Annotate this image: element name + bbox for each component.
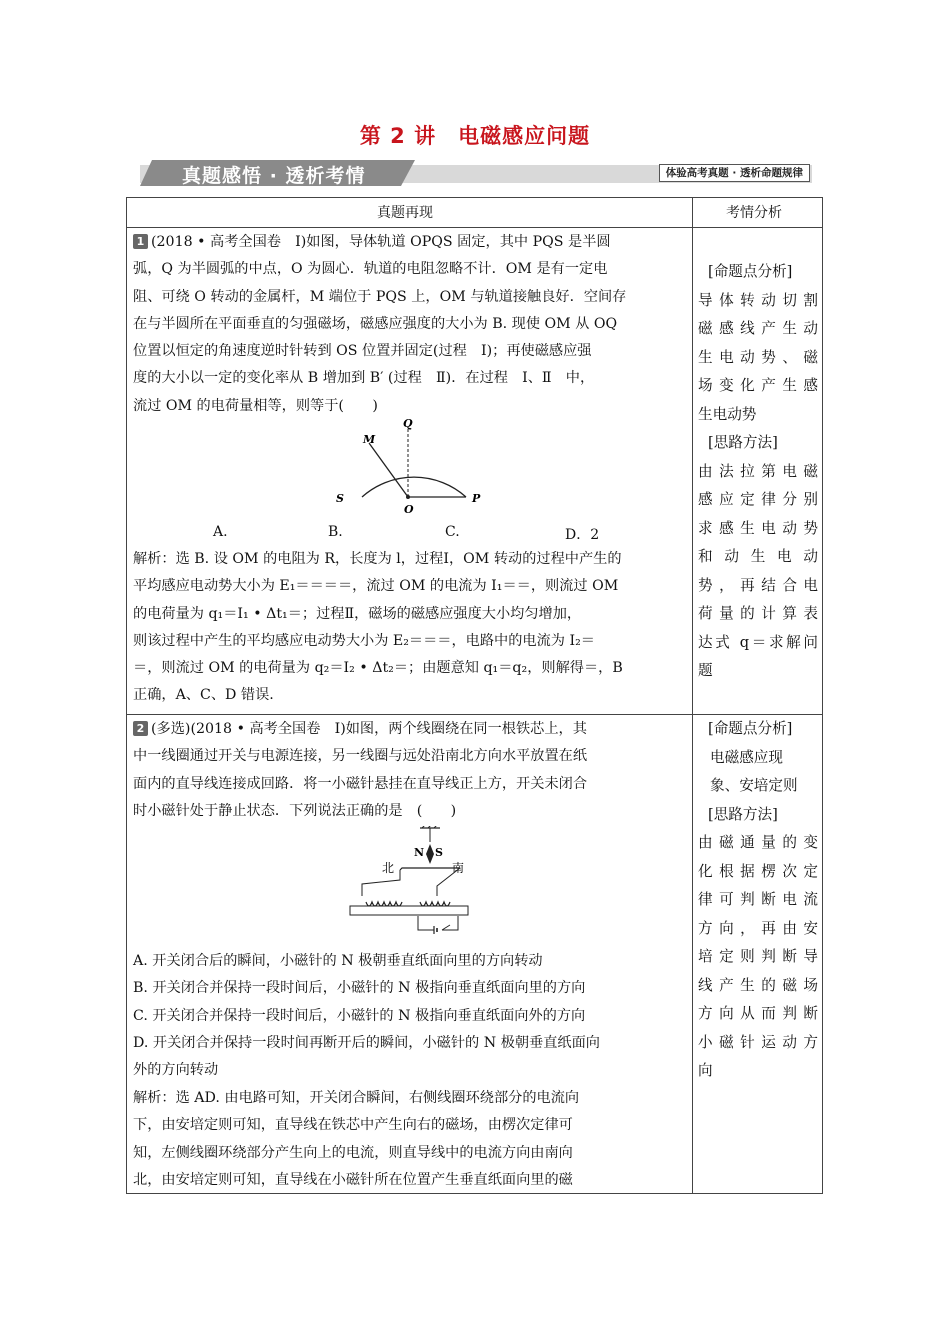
q1-stem [133,229,687,420]
section-banner [140,160,812,186]
q2-choice-d: D. 开关闭合并保持一段时间再断开后的瞬间，小磁针的 N 极朝垂直纸面向 [133,1034,600,1051]
q2-right-line: 化根据楞次定 [698,862,818,880]
q2-right-line: 线产生的磁场 [698,976,818,994]
q2-right-line: 电磁感应现 [710,748,783,766]
q1-right-line: 荷量的计算表 [698,605,818,622]
q2-right-line: 方向从而判断 [698,1005,818,1022]
column-divider [692,198,693,1193]
q1-line: 流过 OM 的电荷量相等，则等于( ) [133,397,378,414]
q1-tag-focus: [命题点分析] [708,263,793,280]
q2-right-line: 象、安培定则 [710,777,798,794]
q1-line: (2018 • 高考全国卷 Ⅰ)如图，导体轨道 OPQS 固定，其中 PQS 是半圆 [151,234,611,250]
q1-right-line: 导体转动切割 [698,291,818,309]
q2-line: 面内的直导线连接成回路．将一小磁针悬挂在直导线正上方，开关未闭合 [133,775,588,792]
q2-right-line: 小磁针运动方 [698,1033,818,1051]
q2-line: (多选)(2018 • 高考全国卷 Ⅰ)如图，两个线圈绕在同一根铁芯上，其 [151,721,587,737]
q2-right-line: 由磁通量的变 [698,834,818,851]
option-b: B. [328,524,343,540]
option-c: C. [445,524,460,540]
label-south: 南 [452,861,465,875]
q2-right-line: 方向，再由安 [698,919,818,937]
q2-right-line: 律可判断电流 [698,891,818,908]
q2-analysis-line: 北，由安培定则可知，直导线在小磁针所在位置产生垂直纸面向里的磁 [133,1171,573,1188]
q2-choice-c: C. 开关闭合并保持一段时间后，小磁针的 N 极指向垂直纸面向外的方向 [133,1007,586,1024]
q2-right-line: 向 [698,1062,713,1079]
q1-line: 度的大小以一定的变化率从 B 增加到 B′ (过程 Ⅱ)．在过程 Ⅰ、Ⅱ 中， [133,370,595,387]
label-o: O [404,503,414,516]
switch [442,925,450,930]
label-s-pole: S [435,846,443,859]
q2-tag-method: [思路方法] [708,805,778,823]
semicircle-track-figure [332,419,492,519]
q2-line: 中一线圈通过开关与电源连接，另一线圈与远处沿南北方向水平放置在纸 [133,748,588,765]
compass-needle [426,844,434,864]
q1-right-line: 求感生电动势 [698,519,818,537]
rod-om [369,443,408,497]
straight-wire [400,868,460,870]
option-d: D．2 [565,527,600,543]
q2-tag-focus: [命题点分析] [708,720,793,737]
col1-header: 真题再现 [377,205,433,221]
q1-right-line: 生电动势 [698,405,757,423]
q1-line: 在与半圆所在平面垂直的匀强磁场，磁感应强度的大小为 B. 现使 OM 从 OQ [133,315,618,332]
q2-choice-d-cont: 外的方向转动 [133,1062,219,1079]
col2-header: 考情分析 [726,205,782,221]
label-s: S [336,492,344,505]
q2-analysis-column [698,715,818,1086]
left-coil [366,902,402,906]
q1-right-line: 题 [698,662,713,679]
q1-number-badge: 1 [133,234,148,249]
center-point [406,495,410,499]
header-divider [127,227,822,228]
q2-choice-a: A. 开关闭合后的瞬间，小磁针的 N 极朝垂直纸面向里的方向转动 [133,953,543,969]
label-m: M [363,433,376,446]
q1-analysis-column [698,258,818,686]
connecting-wires [362,868,460,896]
q1-analysis-line: ＝，则流过 OM 的电荷量为 q₂＝I₂ • Δt₂＝；由题意知 q₁＝q₂，则解得＝，B [133,660,623,677]
banner-right-text: 体验高考真题 · 透析命题规律 [659,164,810,182]
q1-analysis-line: 的电荷量为 q₁＝I₁ • Δt₁＝；过程Ⅱ，磁场的磁感应强度大小均匀增加， [133,605,582,622]
q2-choice-b: B. 开关闭合并保持一段时间后，小磁针的 N 极指向垂直纸面向里的方向 [133,980,586,997]
q1-analysis-line: 则该过程中产生的平均感应电动势大小为 E₂＝＝＝，电路中的电流为 I₂＝ [133,632,595,649]
battery-circuit [418,916,458,930]
q1-right-line: 感应定律分别 [698,491,818,508]
q1-right-line: 达式 q＝求解问 [698,633,818,651]
q1-right-line: 势，再结合电 [698,576,818,594]
label-p: P [472,492,481,505]
q2-right-line: 培定则判断导 [698,948,818,965]
q1-tag-method: [思路方法] [708,434,778,451]
q2-choices [133,948,687,1084]
q2-analysis [133,1085,687,1194]
q1-right-line: 场变化产生感 [698,377,818,394]
q1-line: 阻、可绕 O 转动的金属杆，M 端位于 PQS 上，OM 与轨道接触良好．空间存 [133,288,627,305]
q2-number-badge: 2 [133,721,148,736]
q1-analysis-line: 正确，A、C、D 错误. [133,687,274,704]
q1-right-line: 磁感线产生动 [698,320,818,337]
coil-compass-figure [342,826,472,946]
q1-line: 弧，Q 为半圆弧的中点，O 为圆心．轨道的电阻忽略不计．OM 是有一定电 [133,261,608,278]
q1-analysis-line: 解析：选 B. 设 OM 的电阻为 R，长度为 l，过程Ⅰ，OM 转动的过程中产生的 [133,551,622,567]
q1-analysis [133,546,687,710]
q1-right-line: 生电动势、磁 [698,348,818,366]
q2-stem [133,716,687,825]
q1-analysis-line: 平均感应电动势大小为 E₁＝＝＝＝，流过 OM 的电流为 I₁＝＝，则流过 OM [133,578,619,595]
banner-main-text: 真题感悟 · 透析考情 [182,165,366,187]
label-north: 北 [382,861,395,875]
iron-core [350,906,468,915]
q1-right-line: 和动生电动 [698,548,818,565]
q2-line: 时小磁针处于静止状态．下列说法正确的是 ( ) [133,802,457,819]
q1-right-line: 由法拉第电磁 [698,462,818,480]
semicircle-arc [362,477,466,497]
label-q: Q [403,419,413,430]
page-title: 第 2 讲 电磁感应问题 [359,124,591,148]
q2-analysis-line: 下，由安培定则可知，直导线在铁芯中产生向右的磁场，由楞次定律可 [133,1117,573,1134]
q2-analysis-line: 解析：选 AD. 由电路可知，开关闭合瞬间，右侧线圈环绕部分的电流向 [133,1090,580,1106]
question-table [126,197,823,1194]
right-coil [420,902,450,906]
q1-line: 位置以恒定的角速度逆时针转到 OS 位置并固定(过程 Ⅰ)；再使磁感应强 [133,343,592,360]
option-a: A. [213,524,228,540]
q2-analysis-line: 知，左侧线圈环绕部分产生向上的电流，则直导线中的电流方向由南向 [133,1144,573,1161]
label-n-pole: N [414,846,425,859]
